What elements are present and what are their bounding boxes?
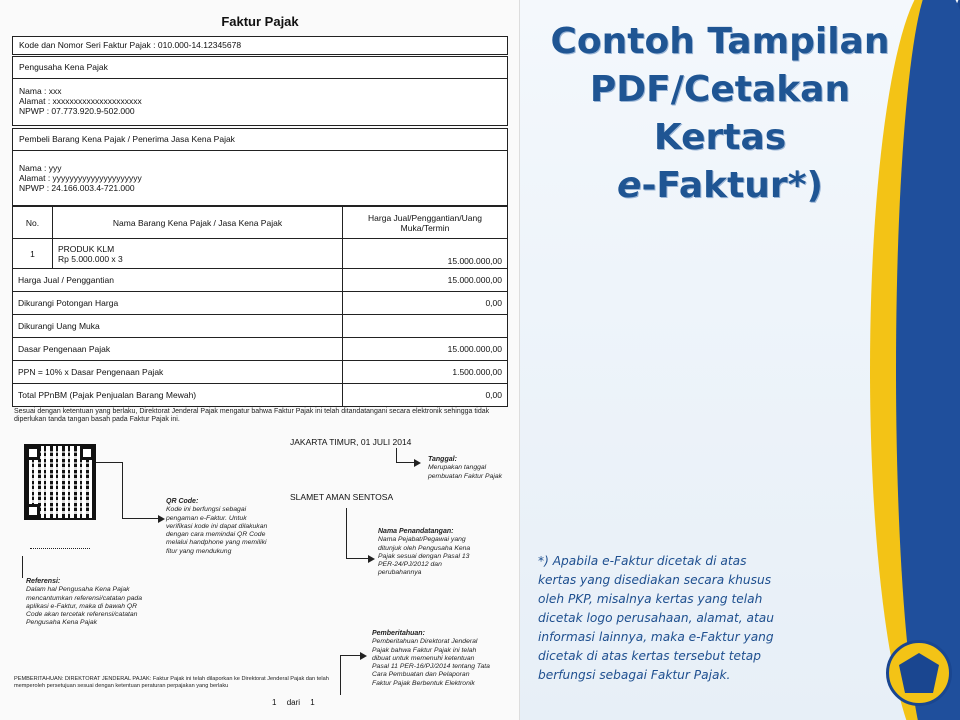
- total-label: Harga Jual / Penggantian: [13, 269, 343, 292]
- pemberitahuan-text: Pemberitahuan Direktorat Jenderal Pajak bahwa Faktur Pajak ini telah dibuat untuk memenuhi ketentuan Pasal 11 PER-16/PJ/2014 tentang Tata Cara Pembuatan dan Pelaporan Faktur Pajak Berbentuk Elektronik: [372, 638, 490, 687]
- pkp-alamat: Alamat : xxxxxxxxxxxxxxxxxxxxx: [19, 96, 142, 106]
- heading-line-2: PDF/Cetakan Kertas: [589, 69, 851, 158]
- total-label: Dasar Pengenaan Pajak: [13, 338, 343, 361]
- heading-line-1: Contoh Tampilan: [550, 21, 890, 62]
- place-date: JAKARTA TIMUR, 01 JULI 2014: [290, 437, 412, 447]
- table-row: [13, 361, 508, 384]
- arrow-icon: [360, 652, 367, 660]
- document-title: Faktur Pajak: [221, 14, 299, 29]
- heading-faktur: -Faktur*): [641, 165, 823, 206]
- referensi-dots: [30, 548, 90, 549]
- total-value: 0,00: [343, 384, 508, 407]
- qr-corner-icon: [80, 446, 94, 460]
- kemenkeu-logo-icon: [886, 640, 952, 706]
- callout-line: [396, 462, 414, 463]
- penanda-text: Nama Pejabat/Pegawai yang ditunjuk oleh Pengusaha Kena Pajak sesuai dengan Pasal 13 PER-24/PJ/2012 dan perubahannya: [378, 536, 471, 577]
- qr-text: Kode ini berfungsi sebagai pengaman e-Faktur. Untuk verifikasi kode ini dapat dilakukan dengan cara memindai QR Code melalui handphone yang memiliki fitur yang mendukung: [166, 506, 268, 555]
- total-value: 1.500.000,00: [343, 361, 508, 384]
- callout-line: [396, 448, 397, 462]
- qr-corner-icon: [26, 446, 40, 460]
- totals-table: [12, 268, 508, 407]
- pkp-box: [12, 56, 508, 126]
- penanda-callout: [378, 528, 486, 578]
- qr-callout: [166, 498, 274, 556]
- seri-box: [12, 36, 508, 55]
- table-row: [13, 292, 508, 315]
- item-no: 1: [13, 239, 53, 269]
- qr-title: QR Code:: [166, 498, 199, 505]
- statement-text: Sesuai dengan ketentuan yang berlaku, Direktorat Jenderal Pajak mengatur bahwa Faktur Pajak ini telah ditandatangani secara elektronik sehingga tidak diperlukan tanda tangan basah pada Faktur Pajak ini.: [14, 408, 490, 423]
- referensi-callout: [26, 578, 144, 628]
- arrow-icon: [414, 459, 421, 467]
- pembeli-alamat: Alamat : yyyyyyyyyyyyyyyyyyyyy: [19, 173, 142, 183]
- pkp-header: Pengusaha Kena Pajak: [13, 57, 507, 79]
- page-current: 1: [272, 698, 277, 707]
- referensi-title: Referensi:: [26, 578, 61, 585]
- col-no: No.: [13, 207, 53, 239]
- total-label: PPN = 10% x Dasar Pengenaan Pajak: [13, 361, 343, 384]
- table-row: [13, 384, 508, 407]
- pemberitahuan-title: Pemberitahuan:: [372, 630, 425, 637]
- page-number: [272, 698, 315, 707]
- qr-corner-icon: [26, 504, 40, 518]
- pkp-npwp: NPWP : 07.773.920.9-502.000: [19, 106, 135, 116]
- referensi-text: Dalam hal Pengusaha Kena Pajak mencantumkan referensi/catatan pada aplikasi e-Faktur, maka di bawah QR Code akan tercetak referensi/catatan Pengusaha Kena Pajak: [26, 586, 142, 627]
- arrow-icon: [158, 515, 165, 523]
- items-table: [12, 206, 508, 269]
- tanggal-text: Merupakan tanggal pembuatan Faktur Pajak: [428, 464, 503, 480]
- slide-heading: [520, 18, 920, 210]
- page-of: dari: [286, 698, 301, 707]
- table-row: [13, 338, 508, 361]
- pembeli-npwp: NPWP : 24.166.003.4-721.000: [19, 183, 135, 193]
- total-label: Total PPnBM (Pajak Penjualan Barang Mewah): [13, 384, 343, 407]
- total-value: 15.000.000,00: [343, 269, 508, 292]
- callout-line: [96, 462, 122, 463]
- callout-line: [122, 462, 123, 518]
- total-value: [343, 315, 508, 338]
- callout-line: [346, 508, 347, 558]
- pembeli-nama: Nama : yyy: [19, 163, 62, 173]
- page-total: 1: [310, 698, 315, 707]
- heading-italic-e: e: [617, 165, 642, 206]
- item-qty: Rp 5.000.000 x 3: [58, 253, 123, 264]
- col-nama: Nama Barang Kena Pajak / Jasa Kena Pajak: [53, 207, 343, 239]
- tanggal-callout: [428, 456, 506, 481]
- callout-line: [340, 655, 362, 656]
- penanda-title: Nama Penandatangan:: [378, 528, 454, 535]
- item-nama: PRODUK KLM: [58, 243, 115, 254]
- footnote-text: *) Apabila e-Faktur dicetak di atas kertas yang disediakan secara khusus oleh PKP, misalnya kertas yang telah dicetak logo perusahaan, alamat, atau informasi lainnya, maka e-Faktur yang dicetak di atas kertas tersebut tetap berfungsi sebagai Faktur Pajak.: [538, 554, 774, 682]
- table-row: [13, 315, 508, 338]
- tanggal-title: Tanggal:: [428, 456, 457, 463]
- arrow-icon: [368, 555, 375, 563]
- signer-name: SLAMET AMAN SENTOSA: [290, 492, 394, 502]
- total-value: 15.000.000,00: [343, 338, 508, 361]
- table-row: [13, 239, 508, 269]
- callout-line: [22, 556, 23, 578]
- total-label: Dikurangi Uang Muka: [13, 315, 343, 338]
- item-harga: 15.000.000,00: [343, 239, 508, 269]
- pemberitahuan-callout: [372, 630, 490, 688]
- col-harga: Harga Jual/Penggantian/Uang Muka/Termin: [343, 207, 508, 239]
- slide-panel: [520, 0, 960, 720]
- table-row: [13, 269, 508, 292]
- footer-notice: PEMBERITAHUAN: DIREKTORAT JENDERAL PAJAK: Faktur Pajak ini telah dilaporkan ke Direktorat Jenderal Pajak dan telah memperoleh persetujuan sesuai dengan ketentuan peraturan perpajakan yang berlaku: [14, 676, 329, 689]
- pkp-nama: Nama : xxx: [19, 86, 62, 96]
- total-label: Dikurangi Potongan Harga: [13, 292, 343, 315]
- seri-number: Kode dan Nomor Seri Faktur Pajak : 010.000-14.12345678: [19, 40, 242, 50]
- pembeli-box: [12, 128, 508, 206]
- heading-line-3: [520, 162, 920, 210]
- total-value: 0,00: [343, 292, 508, 315]
- pembeli-header: Pembeli Barang Kena Pajak / Penerima Jasa Kena Pajak: [13, 129, 507, 151]
- callout-line: [346, 558, 368, 559]
- callout-line: [122, 518, 160, 519]
